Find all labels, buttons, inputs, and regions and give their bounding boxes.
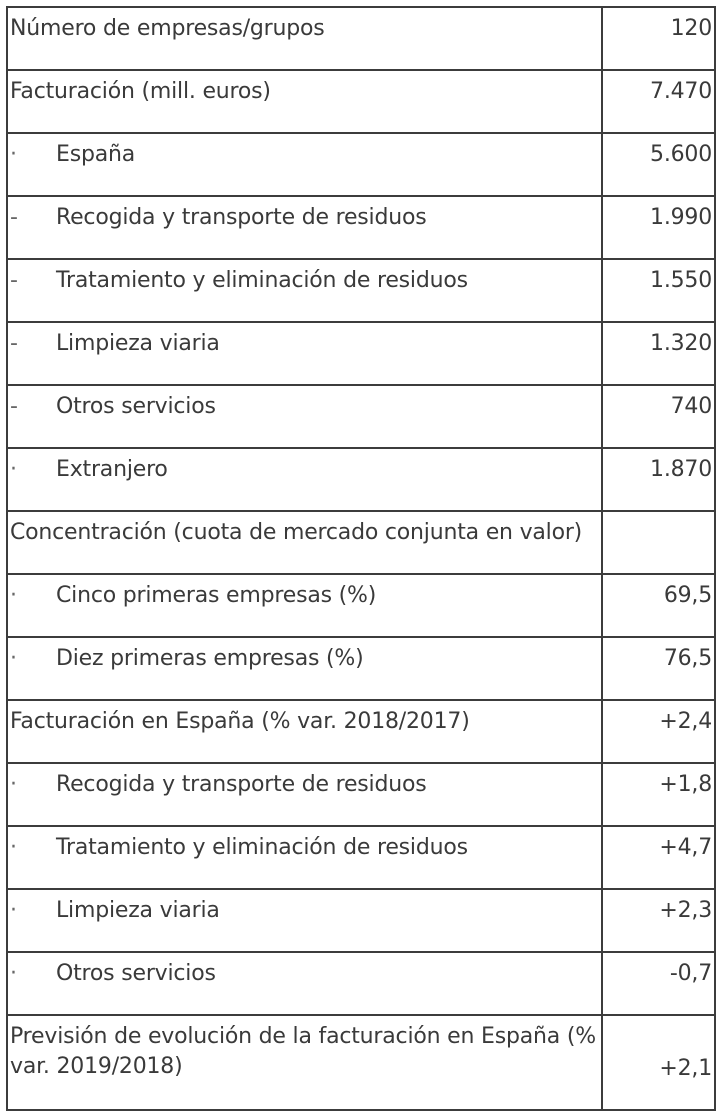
row-label: Facturación (mill. euros) — [10, 79, 271, 104]
table-row — [7, 763, 715, 826]
table-row — [7, 1015, 715, 1110]
row-value-cell — [602, 448, 715, 511]
row-label: Previsión de evolución de la facturación en España (% var. 2019/2018) — [10, 1024, 596, 1079]
table-row — [7, 889, 715, 952]
row-value-cell — [602, 637, 715, 700]
row-marker: - — [10, 268, 18, 293]
row-label: Recogida y transporte de residuos — [56, 205, 427, 230]
row-value: 1.990 — [650, 205, 712, 230]
row-label-cell — [7, 763, 602, 826]
row-value-cell — [602, 511, 715, 574]
row-value-cell — [602, 133, 715, 196]
row-value: 1.550 — [650, 268, 712, 293]
row-label: Extranjero — [56, 457, 168, 482]
row-label: Limpieza viaria — [56, 331, 220, 356]
row-label-cell — [7, 448, 602, 511]
row-value: -0,7 — [669, 961, 712, 986]
row-label-cell — [7, 259, 602, 322]
row-value-cell — [602, 322, 715, 385]
row-label-cell — [7, 952, 602, 1015]
table-row — [7, 448, 715, 511]
row-marker: · — [10, 646, 17, 671]
table-row — [7, 574, 715, 637]
row-label-cell — [7, 700, 602, 763]
row-value-cell — [602, 700, 715, 763]
row-label-cell — [7, 889, 602, 952]
row-value-cell — [602, 826, 715, 889]
row-label-cell — [7, 196, 602, 259]
table-row — [7, 133, 715, 196]
table-row — [7, 826, 715, 889]
table-row — [7, 952, 715, 1015]
row-value: 120 — [670, 16, 712, 41]
row-value-cell — [602, 763, 715, 826]
table-row — [7, 700, 715, 763]
row-value: +2,4 — [659, 709, 712, 734]
row-label: Tratamiento y eliminación de residuos — [56, 835, 468, 860]
row-value: +2,3 — [659, 898, 712, 923]
row-value: 1.870 — [650, 457, 712, 482]
row-value-cell — [602, 952, 715, 1015]
row-label-cell — [7, 385, 602, 448]
stats-table-body — [7, 7, 715, 1110]
row-marker: · — [10, 142, 17, 167]
row-marker: · — [10, 898, 17, 923]
row-label-cell — [7, 322, 602, 385]
row-value: 7.470 — [650, 79, 712, 104]
table-row — [7, 70, 715, 133]
row-label-cell — [7, 574, 602, 637]
row-label: España — [56, 142, 136, 167]
row-marker: - — [10, 205, 18, 230]
table-row — [7, 259, 715, 322]
table-row — [7, 322, 715, 385]
row-label: Limpieza viaria — [56, 898, 220, 923]
row-label-cell — [7, 826, 602, 889]
table-row — [7, 385, 715, 448]
row-value: 1.320 — [650, 331, 712, 356]
row-marker: - — [10, 331, 18, 356]
row-label: Otros servicios — [56, 394, 216, 419]
table-row — [7, 196, 715, 259]
row-label: Tratamiento y eliminación de residuos — [56, 268, 468, 293]
row-value: +2,1 — [659, 1056, 712, 1081]
row-label-cell — [7, 511, 602, 574]
row-value-cell — [602, 196, 715, 259]
row-label-cell — [7, 1015, 602, 1110]
row-marker: - — [10, 394, 18, 419]
row-value: 5.600 — [650, 142, 712, 167]
stats-table — [6, 6, 716, 1111]
row-value-cell — [602, 259, 715, 322]
row-value: +4,7 — [659, 835, 712, 860]
row-marker: · — [10, 583, 17, 608]
row-value-cell — [602, 385, 715, 448]
row-marker: · — [10, 772, 17, 797]
row-value-cell — [602, 7, 715, 70]
row-label: Otros servicios — [56, 961, 216, 986]
row-value: +1,8 — [659, 772, 712, 797]
row-label: Recogida y transporte de residuos — [56, 772, 427, 797]
row-marker: · — [10, 835, 17, 860]
row-value-cell — [602, 574, 715, 637]
row-value: 76,5 — [663, 646, 712, 671]
table-row — [7, 511, 715, 574]
row-label-cell — [7, 7, 602, 70]
row-label-cell — [7, 133, 602, 196]
row-value-cell — [602, 889, 715, 952]
row-label-cell — [7, 637, 602, 700]
row-label: Facturación en España (% var. 2018/2017) — [10, 709, 470, 734]
row-value-cell — [602, 70, 715, 133]
table-row — [7, 7, 715, 70]
row-value: 740 — [670, 394, 712, 419]
table-row — [7, 637, 715, 700]
row-label: Concentración (cuota de mercado conjunta en valor) — [10, 520, 583, 545]
row-marker: · — [10, 457, 17, 482]
row-label: Diez primeras empresas (%) — [56, 646, 364, 671]
row-label-cell — [7, 70, 602, 133]
row-value: 69,5 — [663, 583, 712, 608]
row-value-cell — [602, 1015, 715, 1110]
row-label: Cinco primeras empresas (%) — [56, 583, 377, 608]
row-label: Número de empresas/grupos — [10, 16, 325, 41]
row-marker: · — [10, 961, 17, 986]
